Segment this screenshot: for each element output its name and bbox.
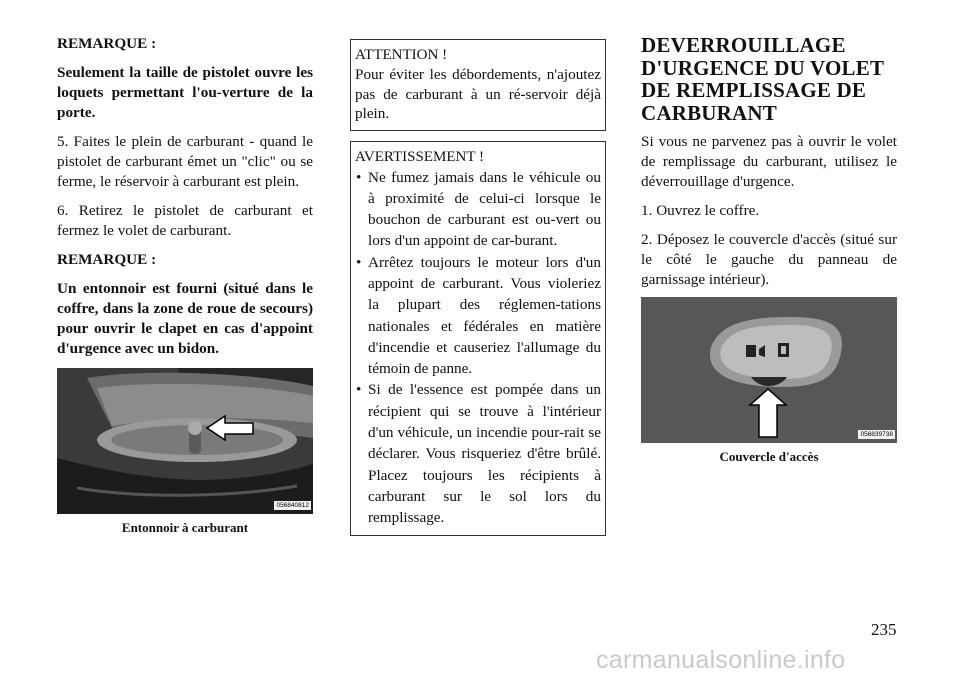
access-cover-figure xyxy=(641,297,897,443)
right-column xyxy=(641,34,897,465)
figure-code: 056839738 xyxy=(860,431,893,438)
funnel-illustration xyxy=(57,368,313,514)
step-1: 1. Ouvrez le coffre. xyxy=(641,202,760,219)
left-column xyxy=(57,34,313,536)
warning-item: • Arrêtez toujours le moteur lors d'un appoint de carburant. Vous violeriez la plupart des réglemen-tations nationales et fédérales en matière d'incendie et causeriez l'allumage du témoin de panne. xyxy=(355,252,601,380)
figure-code: 056840812 xyxy=(276,502,309,509)
funnel-figure xyxy=(57,368,313,514)
attention-box xyxy=(350,39,606,131)
warning-item: • Si de l'essence est pompée dans un récipient qui se trouve à l'intérieur d'un véhicule, un incendie pour-rait se déclarer. Vous risqueriez d'être brûlé. Placez toujours les récipients à carburant sur le sol lors du remplissage. xyxy=(355,379,601,528)
attention-text: Pour éviter les débordements, n'ajoutez pas de carburant à un ré-servoir déjà plein. xyxy=(355,66,601,122)
note-text: Seulement la taille de pistolet ouvre les loquets permettant l'ou-verture de la porte. xyxy=(57,64,313,121)
warning-box xyxy=(350,141,606,536)
page-number: 235 xyxy=(871,620,897,639)
attention-title: ATTENTION ! xyxy=(355,47,448,63)
step-5: 5. Faites le plein de carburant - quand le pistolet de carburant émet un "clic" ou se ferme, le réservoir à carburant est plein. xyxy=(57,133,313,190)
step-2: 2. Déposez le couvercle d'accès (situé sur le côté le gauche du panneau de garnissage intérieur). xyxy=(641,231,897,288)
figure-caption: Entonnoir à carburant xyxy=(121,520,249,535)
warning-title: AVERTISSEMENT ! xyxy=(355,148,484,165)
watermark: carmanualsonline.info xyxy=(596,646,846,674)
middle-column xyxy=(350,39,606,536)
figure-caption: Couvercle d'accès xyxy=(719,449,819,464)
note-text-2: Un entonnoir est fourni (situé dans le coffre, dans la zone de roue de secours) pour ouvrir le clapet en cas d'appoint d'urgence avec un bidon. xyxy=(57,280,313,357)
step-6: 6. Retirez le pistolet de carburant et fermez le volet de carburant. xyxy=(57,202,313,239)
warning-item: • Ne fumez jamais dans le véhicule ou à proximité de celui-ci lorsque le bouchon de carburant est ou-vert ou lors d'un appoint de car-burant. xyxy=(355,167,601,252)
section-title: DEVERROUILLAGE D'URGENCE DU VOLET DE REMPLISSAGE DE CARBURANT xyxy=(641,33,884,125)
note-heading-2: REMARQUE : xyxy=(57,251,157,268)
note-heading: REMARQUE : xyxy=(57,35,157,52)
warning-list xyxy=(355,167,601,529)
intro-text: Si vous ne parvenez pas à ouvrir le volet de remplissage du carburant, utilisez le déverrouillage d'urgence. xyxy=(641,133,897,190)
access-cover-illustration xyxy=(641,297,897,443)
